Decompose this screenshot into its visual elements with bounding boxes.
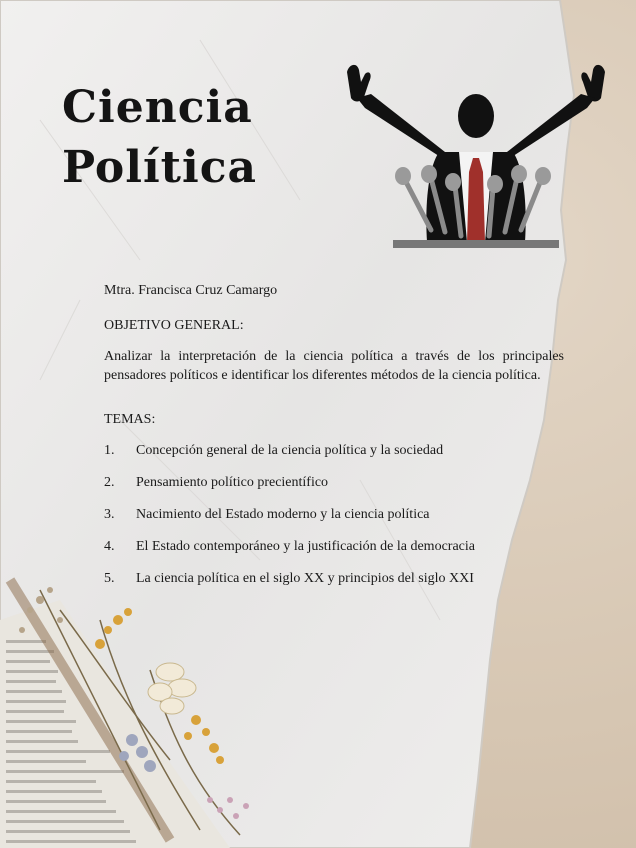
topic-number: 4.: [104, 539, 115, 554]
list-item: [104, 507, 475, 539]
politician-at-podium-icon: [335, 60, 617, 255]
topic-number: 5.: [104, 571, 115, 586]
topics-list: [104, 443, 475, 603]
objective-heading: OBJETIVO GENERAL:: [104, 318, 244, 333]
topic-label: Concepción general de la ciencia política y la sociedad: [136, 443, 444, 458]
list-item: [104, 539, 475, 571]
topic-label: Pensamiento político precientífico: [136, 475, 329, 490]
topic-number: 1.: [104, 443, 115, 458]
topic-number: 2.: [104, 475, 115, 490]
list-item: [104, 443, 475, 475]
topics-heading: TEMAS:: [104, 412, 156, 427]
title-line-2: Política: [62, 142, 258, 193]
topic-label: Nacimiento del Estado moderno y la ciencia política: [136, 507, 430, 522]
topic-label: La ciencia política en el siglo XX y principios del siglo XXI: [136, 571, 474, 586]
list-item: [104, 571, 475, 603]
title-line-1: Ciencia: [62, 82, 253, 133]
list-item: [104, 475, 475, 507]
page-title: [62, 78, 257, 198]
topic-label: El Estado contemporáneo y la justificación de la democracia: [136, 539, 475, 554]
objective-text: Analizar la interpretación de la ciencia política a través de los principales pensadores políticos e identificar los diferentes métodos de la ciencia política.: [104, 349, 564, 383]
topic-number: 3.: [104, 507, 115, 522]
author-name: Mtra. Francisca Cruz Camargo: [104, 283, 278, 298]
dried-flowers-decoration: [0, 560, 280, 848]
